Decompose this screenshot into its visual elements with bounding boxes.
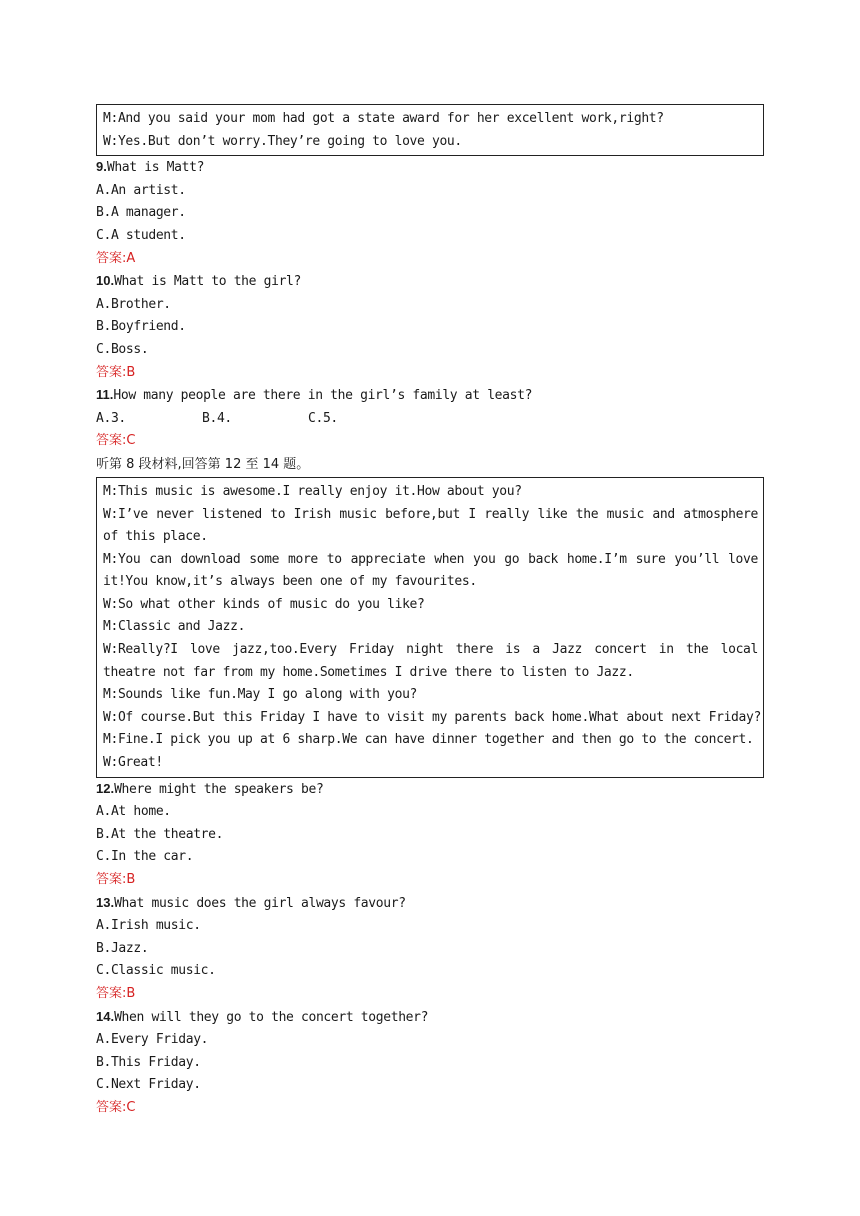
section-heading: 听第 8 段材料,回答第 12 至 14 题。 [96,456,310,472]
option-c: C.Classic music. [96,963,216,979]
answer [96,869,764,892]
answer [96,362,764,385]
question-stem [96,156,764,180]
question-10 [96,270,764,384]
transcript-line: W:I’ve never listened to Irish music before,but I really like the music and atmosphere of this place. [103,506,758,545]
question-13 [96,892,764,1006]
answer-label: 答案: [96,985,127,1001]
transcript-line: M:This music is awesome.I really enjoy it.How about you? [103,483,522,499]
answer-value: C [126,1099,136,1115]
question-stem [96,1006,764,1030]
option-b: B.Boyfriend. [96,319,186,335]
answer-value: A [126,250,136,266]
question-number: 12. [96,780,115,796]
transcript-line: W:Yes.But don’t worry.They’re going to love you. [103,133,462,149]
transcript-line: W:Great! [103,755,163,771]
option-b: B.A manager. [96,205,186,221]
question-number: 10. [96,273,115,289]
answer-value: B [126,985,136,1001]
transcript-line: M:You can download some more to appreciate when you go back home.I’m sure you’ll love it!You know,it’s always been one of my favourites. [103,551,758,590]
question-9 [96,156,764,270]
option-a: A.Brother. [96,296,171,312]
transcript-line: W:Of course.But this Friday I have to visit my parents back home.What about next Friday? [103,709,761,725]
option-a: A.Irish music. [96,918,201,934]
question-11 [96,384,764,453]
answer-label: 答案: [96,364,127,380]
option-b: B.Jazz. [96,940,149,956]
answer-label: 答案: [96,433,127,449]
question-text: What is Matt? [106,160,205,176]
question-stem [96,270,764,294]
option-a: A.3. [96,410,126,426]
answer-value: B [126,872,136,887]
answer-label: 答案: [96,872,127,887]
answer [96,430,764,453]
question-stem [96,778,764,802]
question-12 [96,778,764,892]
option-c: C.5. [308,410,338,426]
option-c: C.In the car. [96,849,194,865]
transcript-line: M:And you said your mom had got a state award for her excellent work,right? [103,111,664,126]
document-page [96,104,764,1120]
transcript-line: W:Really?I love jazz,too.Every Friday night there is a Jazz concert in the local theatre not far from my home.Sometimes I drive there to listen to Jazz. [103,642,758,680]
answer [96,1097,764,1120]
transcript-line: M:Fine.I pick you up at 6 sharp.We can have dinner together and then go to the concert. [103,732,754,748]
option-a: A.An artist. [96,182,186,198]
transcript-line: W:So what other kinds of music do you like? [103,596,425,612]
question-number: 11. [96,387,114,403]
options-row [96,408,764,431]
option-b: B.This Friday. [96,1054,201,1070]
question-number: 9. [96,159,107,175]
question-number: 13. [96,894,115,910]
transcript-line: M:Classic and Jazz. [103,619,246,635]
answer [96,983,764,1006]
question-text: What is Matt to the girl? [114,274,301,290]
transcript-box-7 [96,104,764,156]
option-a: A.At home. [96,804,171,820]
option-c: C.A student. [96,227,186,243]
answer-value: C [126,433,136,449]
question-stem [96,892,764,916]
question-text: What music does the girl always favour? [114,895,406,911]
question-stem [96,384,764,408]
answer [96,248,764,271]
answer-label: 答案: [96,250,127,266]
option-b: B.At the theatre. [96,826,224,842]
question-text: Where might the speakers be? [114,781,324,797]
question-14 [96,1006,764,1120]
answer-value: B [126,364,136,380]
option-c: C.Next Friday. [96,1077,201,1093]
question-number: 14. [96,1008,115,1024]
option-c: C.Boss. [96,341,149,357]
transcript-box-8 [96,477,764,778]
question-text: How many people are there in the girl’s family at least? [113,388,533,404]
option-a: A.Every Friday. [96,1032,209,1048]
transcript-line: M:Sounds like fun.May I go along with you? [103,687,418,703]
option-b: B.4. [202,410,232,426]
question-text: When will they go to the concert together? [114,1009,429,1025]
answer-label: 答案: [96,1099,127,1115]
